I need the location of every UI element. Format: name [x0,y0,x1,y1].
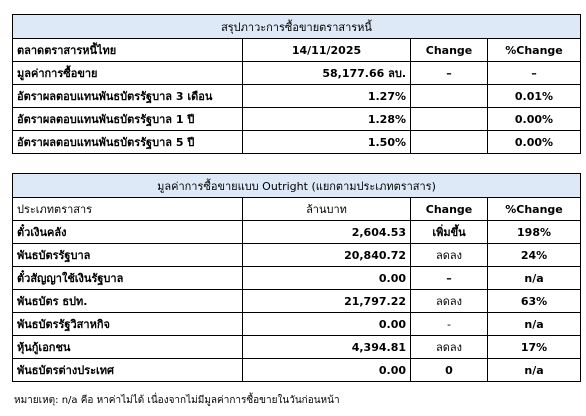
table-row [13,267,581,290]
row-change: ลดลง [411,336,488,359]
footnote: หมายเหตุ: n/a คือ หาค่าไม่ได้ เนื่องจากไม่มีมูลค่าการซื้อขายในวันก่อนหน้า [14,395,340,406]
row-pct: n/a [488,313,581,336]
col-pct-change: %Change [488,198,581,221]
row-label: อัตราผลตอบแทนพันธบัตรรัฐบาล 3 เดือน [13,85,243,108]
row-pct: 198% [488,221,581,244]
row-pct: 0.00% [488,108,581,131]
row-change: - [411,313,488,336]
row-pct: 0.01% [488,85,581,108]
row-label: พันธบัตรรัฐวิสาหกิจ [13,313,243,336]
col-pct-change: %Change [488,39,581,62]
col-change: Change [411,198,488,221]
table-row [13,336,581,359]
table-row [13,108,581,131]
table-row [13,131,581,154]
row-change [411,131,488,154]
row-value: 1.27% [243,85,411,108]
row-change [411,108,488,131]
row-value: 20,840.72 [243,244,411,267]
row-value: 1.50% [243,131,411,154]
row-change: 0 [411,359,488,382]
row-change: – [411,62,488,85]
table-row [13,313,581,336]
row-value: 0.00 [243,267,411,290]
row-value: 0.00 [243,359,411,382]
row-pct: n/a [488,359,581,382]
table-row [13,85,581,108]
table-row [13,359,581,382]
outright-title: มูลค่าการซื้อขายแบบ Outright (แยกตามประเภทตราสาร) [13,174,581,198]
row-label: พันธบัตรต่างประเทศ [13,359,243,382]
row-pct: 17% [488,336,581,359]
row-pct: 63% [488,290,581,313]
col-value: ล้านบาท [243,198,411,221]
col-change: Change [411,39,488,62]
summary-table [12,14,581,154]
row-label: หุ้นกู้เอกชน [13,336,243,359]
col-type: ประเภทตราสาร [13,198,243,221]
table-row [13,244,581,267]
table-row [13,290,581,313]
row-label: อัตราผลตอบแทนพันธบัตรรัฐบาล 5 ปี [13,131,243,154]
row-label: พันธบัตร ธปท. [13,290,243,313]
row-change: – [411,267,488,290]
table-row [13,62,581,85]
row-pct: n/a [488,267,581,290]
row-label: ตั๋วเงินคลัง [13,221,243,244]
row-change: ลดลง [411,290,488,313]
row-label: มูลค่าการซื้อขาย [13,62,243,85]
outright-table [12,173,581,382]
row-change: เพิ่มขึ้น [411,221,488,244]
col-date: 14/11/2025 [243,39,411,62]
row-value: 0.00 [243,313,411,336]
row-value: 1.28% [243,108,411,131]
col-market: ตลาดตราสารหนี้ไทย [13,39,243,62]
row-pct: 0.00% [488,131,581,154]
row-label: พันธบัตรรัฐบาล [13,244,243,267]
row-value: 2,604.53 [243,221,411,244]
summary-title: สรุปภาวะการซื้อขายตราสารหนี้ [13,15,581,39]
row-pct: 24% [488,244,581,267]
row-change: ลดลง [411,244,488,267]
row-change [411,85,488,108]
row-value: 21,797.22 [243,290,411,313]
row-value: 58,177.66 ลบ. [243,62,411,85]
row-label: อัตราผลตอบแทนพันธบัตรรัฐบาล 1 ปี [13,108,243,131]
row-value: 4,394.81 [243,336,411,359]
table-row [13,221,581,244]
row-pct: – [488,62,581,85]
row-label: ตั๋วสัญญาใช้เงินรัฐบาล [13,267,243,290]
